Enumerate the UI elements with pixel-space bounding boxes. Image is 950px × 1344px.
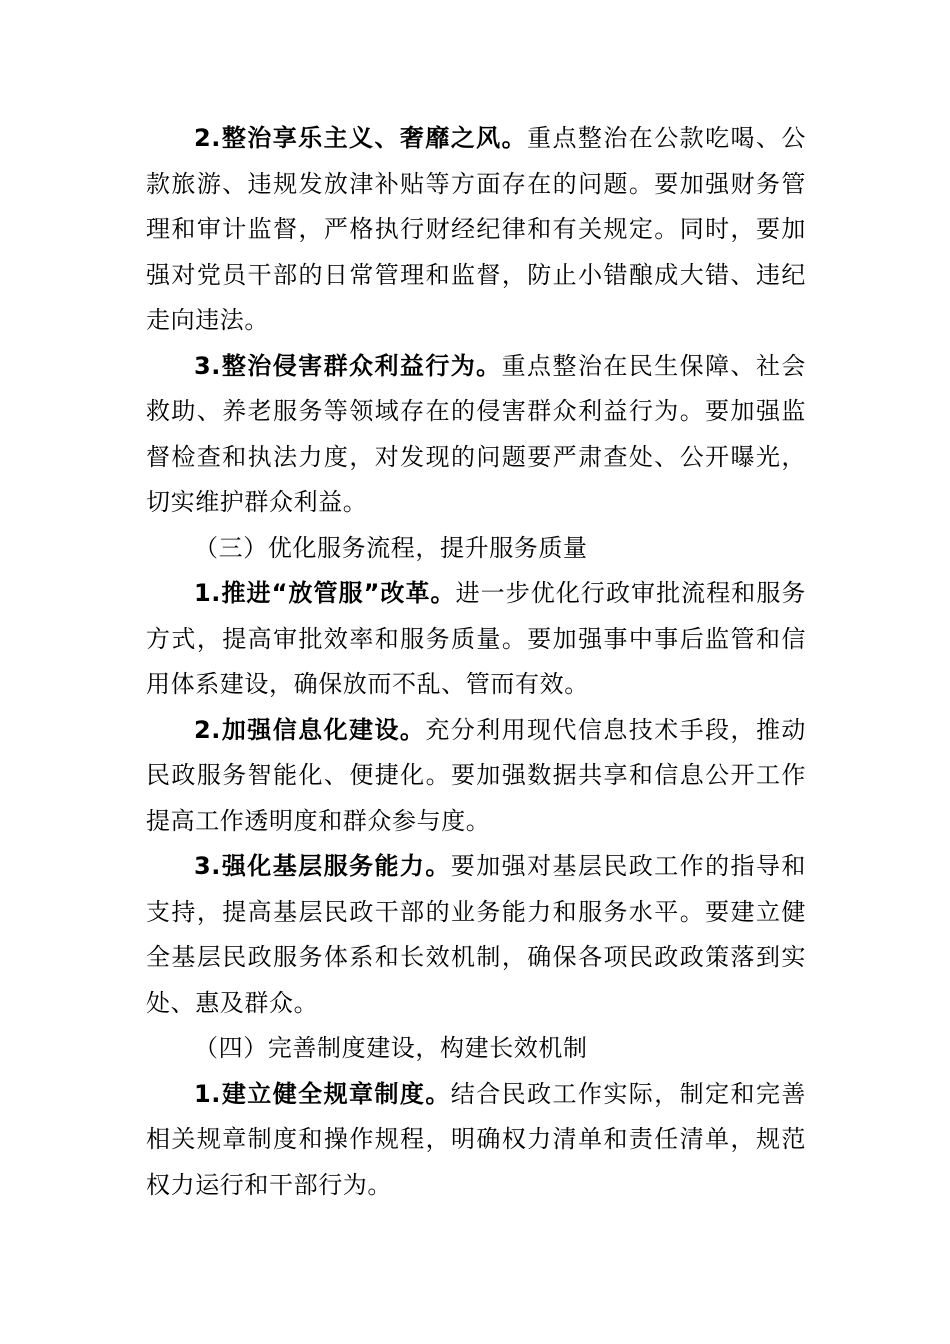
document-body: [146, 116, 806, 1208]
section-heading: （四）完善制度建设，构建长效机制: [194, 1034, 588, 1062]
paragraph-item: [146, 708, 806, 845]
paragraph-item: [146, 571, 806, 708]
section-heading: （三）优化服务流程，提升服务质量: [194, 533, 588, 562]
paragraph-lead: 1.建立健全规章制度。: [194, 1079, 451, 1108]
paragraph-lead: 1.推进“放管服”改革。: [194, 579, 456, 607]
paragraph-lead: 3.强化基层服务能力。: [194, 852, 451, 880]
paragraph-item: [146, 1072, 806, 1209]
paragraph-item: [146, 116, 806, 344]
paragraph-text: 重点整治在民生保障、社会救助、养老服务等领域存在的侵害群众利益行为。要加强监督检查和执法力度，对发现的问题要严肃查处、公开曝光，切实维护群众利益。: [146, 351, 806, 516]
paragraph-lead: 2.加强信息化建设。: [194, 715, 426, 744]
paragraph-text: 重点整治在公款吃喝、公款旅游、违规发放津补贴等方面存在的问题。要加强财务管理和审计监督，严格执行财经纪律和有关规定。同时，要加强对党员干部的日常管理和监督，防止小错酿成大错、违纪走向违法。: [146, 124, 806, 334]
paragraph-item: [146, 844, 806, 1026]
paragraph-text: 结合民政工作实际，制定和完善相关规章制度和操作规程，明确权力清单和责任清单，规范权力运行和干部行为。: [146, 1079, 807, 1199]
paragraph-text: 要加强对基层民政工作的指导和支持，提高基层民政干部的业务能力和服务水平。要建立健全基层民政服务体系和长效机制，确保各项民政政策落到实处、惠及群众。: [146, 852, 807, 1017]
paragraph-text: 进一步优化行政审批流程和服务方式，提高审批效率和服务质量。要加强事中事后监管和信用体系建设，确保放而不乱、管而有效。: [146, 579, 806, 698]
paragraph-item: [146, 344, 806, 526]
paragraph-lead: 3.整治侵害群众利益行为。: [194, 351, 502, 380]
paragraph-text: 充分利用现代信息技术手段，推动民政服务智能化、便捷化。要加强数据共享和信息公开工作提高工作透明度和群众参与度。: [146, 715, 806, 835]
paragraph-lead: 2.整治享乐主义、奢靡之风。: [194, 124, 528, 152]
